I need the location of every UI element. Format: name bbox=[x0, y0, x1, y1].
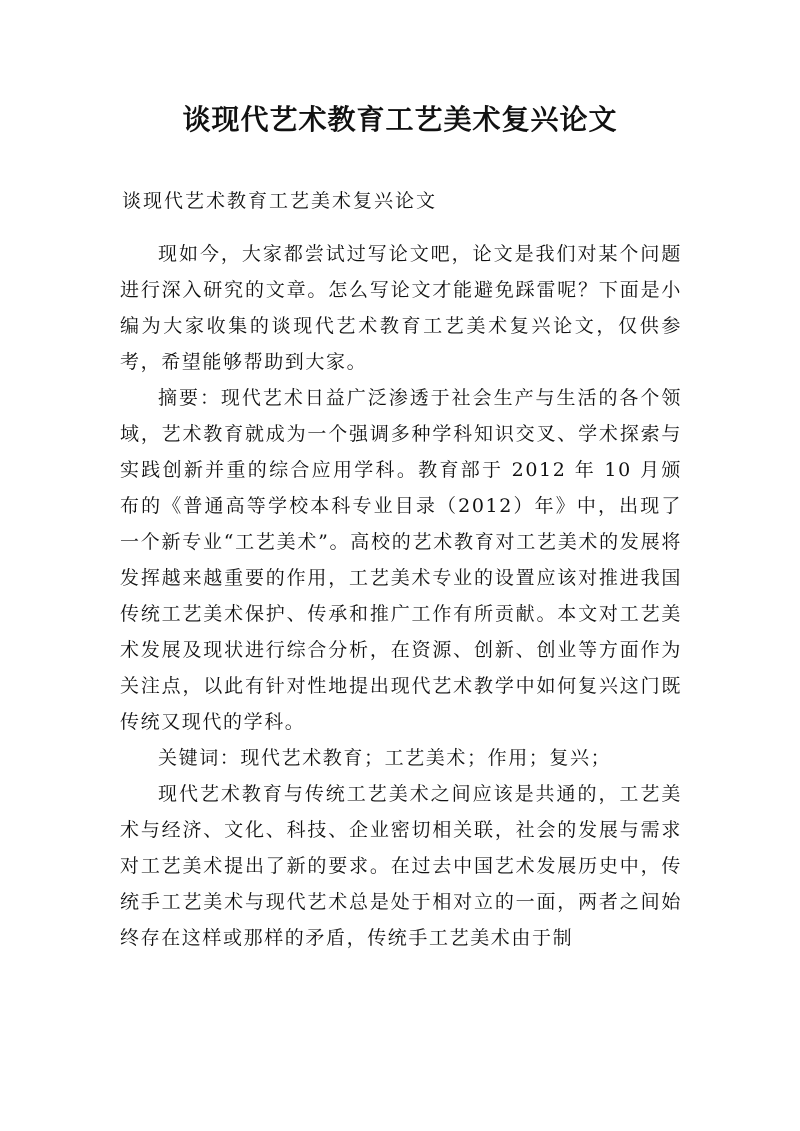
paragraph-abstract: 摘要：现代艺术日益广泛渗透于社会生产与生活的各个领域，艺术教育就成为一个强调多种学科知识交叉、学术探索与实践创新并重的综合应用学科。教育部于 2012 年 10 月颁布的《普通高等学校本科专业目录（2012）年》中，出现了一个新专业“工艺美术”。高校的艺术教育对工艺美术的发展将发挥越来越重要的作用，工艺美术专业的设置应该对推进我国传统工艺美术保护、传承和推广工作有所贡献。本文对工艺美术发展及现状进行综合分析，在资源、创新、创业等方面作为关注点，以此有针对性地提出现代艺术教学中如何复兴这门既传统又现代的学科。 bbox=[120, 387, 682, 733]
paragraph-body: 现代艺术教育与传统工艺美术之间应该是共通的，工艺美术与经济、文化、科技、企业密切相关联，社会的发展与需求对工艺美术提出了新的要求。在过去中国艺术发展历史中，传统手工艺美术与现代艺术总是处于相对立的一面，两者之间始终存在这样或那样的矛盾，传统手工艺美术由于制 bbox=[120, 783, 682, 949]
document-body bbox=[120, 236, 682, 956]
document-subtitle: 谈现代艺术教育工艺美术复兴论文 bbox=[122, 190, 438, 212]
document-title: 谈现代艺术教育工艺美术复兴论文 bbox=[182, 103, 618, 136]
paragraph-intro: 现如今，大家都尝试过写论文吧，论文是我们对某个问题进行深入研究的文章。怎么写论文才能避免踩雷呢？下面是小编为大家收集的谈现代艺术教育工艺美术复兴论文，仅供参考，希望能够帮助到大家。 bbox=[120, 243, 682, 373]
paragraph-keywords: 关键词：现代艺术教育；工艺美术；作用；复兴； bbox=[158, 747, 612, 769]
